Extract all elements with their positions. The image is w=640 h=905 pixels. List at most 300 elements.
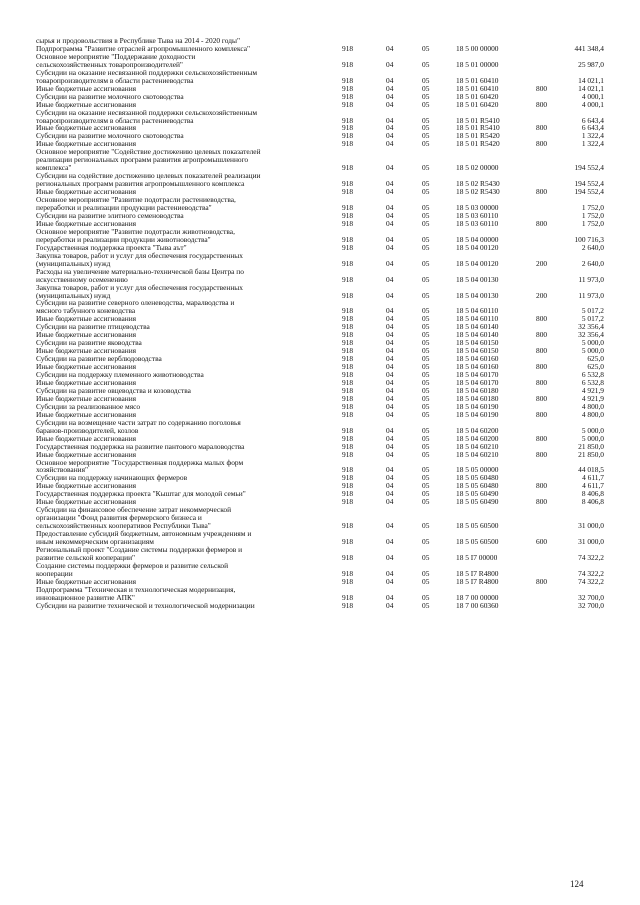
ministry-code: 918 (342, 393, 354, 403)
amount: 100 716,3 (574, 234, 604, 244)
table-row (36, 602, 604, 610)
subsection-code: 05 (422, 465, 430, 475)
amount: 21 850,0 (578, 449, 604, 459)
amount: 5 000,0 (581, 425, 604, 435)
target-article-code: 18 5 01 R5410 (456, 123, 500, 133)
target-article-code: 18 5 03 60110 (456, 218, 499, 228)
subsection-code: 05 (422, 401, 430, 411)
ministry-code: 918 (342, 521, 354, 531)
amount: 21 850,0 (578, 441, 604, 451)
table-row (36, 228, 604, 244)
target-article-code: 18 5 04 60200 (456, 425, 499, 435)
section-code: 04 (386, 370, 394, 380)
amount: 625,0 (587, 362, 604, 372)
amount: 1 752,0 (581, 203, 604, 213)
subsection-code: 05 (422, 258, 430, 268)
ministry-code: 918 (342, 346, 354, 356)
section-code: 04 (386, 59, 394, 69)
ministry-code: 918 (342, 234, 354, 244)
ministry-code: 918 (342, 354, 354, 364)
row-description: Иные бюджетные ассигнования (36, 330, 137, 340)
ministry-code: 918 (342, 115, 354, 125)
row-description: Основное мероприятие "Развитие подотрасли животноводства, переработки и реализации продукции животноводства" (36, 226, 235, 244)
target-article-code: 18 5 05 00000 (456, 465, 499, 475)
subsection-code: 05 (422, 203, 430, 213)
table-row (36, 252, 604, 268)
section-code: 04 (386, 306, 394, 316)
subsection-code: 05 (422, 377, 430, 387)
expense-type-code: 800 (536, 409, 548, 419)
row-description: Субсидии на развитие северного оленеводства, маралводства и мясного табунного коневодства (36, 298, 235, 316)
amount: 31 000,0 (578, 537, 604, 547)
target-article-code: 18 5 04 60200 (456, 433, 499, 443)
table-row (36, 546, 604, 562)
target-article-code: 18 5 02 R5430 (456, 187, 500, 197)
row-description: Иные бюджетные ассигнования (36, 576, 137, 586)
amount: 31 000,0 (578, 521, 604, 531)
target-article-code: 18 5 01 60420 (456, 91, 499, 101)
row-description: Иные бюджетные ассигнования (36, 481, 137, 491)
amount: 194 552,4 (574, 163, 604, 173)
subsection-code: 05 (422, 362, 430, 372)
subsection-code: 05 (422, 290, 430, 300)
subsection-code: 05 (422, 393, 430, 403)
target-article-code: 18 5 05 60500 (456, 537, 499, 547)
row-description: Иные бюджетные ассигнования (36, 99, 137, 109)
expense-type-code: 800 (536, 83, 548, 93)
amount: 8 406,8 (581, 489, 604, 499)
subsection-code: 05 (422, 163, 430, 173)
target-article-code: 18 5 01 R5420 (456, 139, 500, 149)
target-article-code: 18 5 I7 R4800 (456, 576, 499, 586)
subsection-code: 05 (422, 131, 430, 141)
target-article-code: 18 5 02 00000 (456, 163, 499, 173)
section-code: 04 (386, 99, 394, 109)
ministry-code: 918 (342, 592, 354, 602)
target-article-code: 18 5 04 60140 (456, 322, 499, 332)
subsection-code: 05 (422, 306, 430, 316)
amount: 5 017,2 (581, 314, 604, 324)
ministry-code: 918 (342, 370, 354, 380)
target-article-code: 18 5 04 60170 (456, 370, 499, 380)
target-article-code: 18 5 04 00130 (456, 274, 499, 284)
row-description: Иные бюджетные ассигнования (36, 187, 137, 197)
subsection-code: 05 (422, 576, 430, 586)
section-code: 04 (386, 338, 394, 348)
subsection-code: 05 (422, 346, 430, 356)
target-article-code: 18 7 00 60360 (456, 600, 499, 610)
target-article-code: 18 5 05 60500 (456, 521, 499, 531)
table-row (36, 419, 604, 435)
ministry-code: 918 (342, 203, 354, 213)
row-description: Иные бюджетные ассигнования (36, 346, 137, 356)
row-description: Государственная поддержка на развитие пантового мараловодства (36, 441, 245, 451)
row-description: Закупка товаров, работ и услуг для обеспечения государственных (муниципальных) нужд (36, 250, 243, 268)
subsection-code: 05 (422, 314, 430, 324)
row-description: Подпрограмма "Развитие отраслей агропромышленного комплекса" (36, 43, 251, 53)
amount: 6 643,4 (581, 115, 604, 125)
table-row (36, 148, 604, 172)
section-code: 04 (386, 393, 394, 403)
section-code: 04 (386, 409, 394, 419)
subsection-code: 05 (422, 592, 430, 602)
ministry-code: 918 (342, 131, 354, 141)
expense-type-code: 600 (536, 537, 548, 547)
ministry-code: 918 (342, 401, 354, 411)
subsection-code: 05 (422, 600, 430, 610)
expense-type-code: 200 (536, 290, 548, 300)
amount: 2 640,0 (581, 242, 604, 252)
subsection-code: 05 (422, 274, 430, 284)
amount: 32 700,0 (578, 600, 604, 610)
ministry-code: 918 (342, 362, 354, 372)
ministry-code: 918 (342, 552, 354, 562)
section-code: 04 (386, 274, 394, 284)
amount: 1 752,0 (581, 210, 604, 220)
row-description: Иные бюджетные ассигнования (36, 497, 137, 507)
amount: 11 973,0 (578, 290, 604, 300)
subsection-code: 05 (422, 234, 430, 244)
table-row (36, 562, 604, 578)
section-code: 04 (386, 568, 394, 578)
subsection-code: 05 (422, 210, 430, 220)
section-code: 04 (386, 433, 394, 443)
table-row (36, 53, 604, 69)
section-code: 04 (386, 481, 394, 491)
amount: 194 552,4 (574, 187, 604, 197)
target-article-code: 18 5 01 00000 (456, 59, 499, 69)
row-description: Субсидии на развитие яководства (36, 338, 142, 348)
row-description: Субсидии на возмещение части затрат по содержанию поголовья баранов-производителей, козлов (36, 417, 241, 435)
subsection-code: 05 (422, 425, 430, 435)
ministry-code: 918 (342, 568, 354, 578)
ministry-code: 918 (342, 314, 354, 324)
row-description: Предоставление субсидий бюджетным, автономным учреждениям и иным некоммерческим организациям (36, 529, 252, 547)
target-article-code: 18 5 01 R5420 (456, 131, 500, 141)
amount: 74 322,2 (578, 576, 604, 586)
target-article-code: 18 5 04 60190 (456, 401, 499, 411)
target-article-code: 18 5 I7 00000 (456, 552, 498, 562)
subsection-code: 05 (422, 370, 430, 380)
subsection-code: 05 (422, 83, 430, 93)
expense-type-code: 800 (536, 346, 548, 356)
section-code: 04 (386, 385, 394, 395)
table-row (36, 69, 604, 85)
ministry-code: 918 (342, 322, 354, 332)
section-code: 04 (386, 258, 394, 268)
subsection-code: 05 (422, 568, 430, 578)
amount: 4 921,9 (581, 393, 604, 403)
amount: 25 987,0 (578, 59, 604, 69)
expense-type-code: 800 (536, 314, 548, 324)
target-article-code: 18 5 I7 R4800 (456, 568, 499, 578)
subsection-code: 05 (422, 473, 430, 483)
subsection-code: 05 (422, 91, 430, 101)
amount: 6 532,8 (581, 370, 604, 380)
subsection-code: 05 (422, 338, 430, 348)
amount: 5 000,0 (581, 338, 604, 348)
ministry-code: 918 (342, 210, 354, 220)
target-article-code: 18 5 05 60480 (456, 473, 499, 483)
amount: 14 021,1 (578, 83, 604, 93)
page-number: 124 (570, 879, 584, 889)
amount: 14 021,1 (578, 75, 604, 85)
row-description: Подпрограмма "Техническая и технологическая модернизация, инновационное развитие АПК" (36, 584, 236, 602)
ministry-code: 918 (342, 75, 354, 85)
row-description: Иные бюджетные ассигнования (36, 377, 137, 387)
ministry-code: 918 (342, 330, 354, 340)
amount: 2 640,0 (581, 258, 604, 268)
section-code: 04 (386, 401, 394, 411)
subsection-code: 05 (422, 330, 430, 340)
section-code: 04 (386, 592, 394, 602)
section-code: 04 (386, 441, 394, 451)
target-article-code: 18 5 04 60180 (456, 393, 499, 403)
ministry-code: 918 (342, 59, 354, 69)
subsection-code: 05 (422, 552, 430, 562)
section-code: 04 (386, 218, 394, 228)
subsection-code: 05 (422, 481, 430, 491)
ministry-code: 918 (342, 179, 354, 189)
subsection-code: 05 (422, 75, 430, 85)
amount: 1 322,4 (581, 131, 604, 141)
amount: 1 322,4 (581, 139, 604, 149)
ministry-code: 918 (342, 99, 354, 109)
section-code: 04 (386, 322, 394, 332)
amount: 6 532,8 (581, 377, 604, 387)
row-description: Иные бюджетные ассигнования (36, 433, 137, 443)
subsection-code: 05 (422, 179, 430, 189)
target-article-code: 18 5 00 00000 (456, 43, 499, 53)
section-code: 04 (386, 290, 394, 300)
row-description: Иные бюджетные ассигнования (36, 409, 137, 419)
expense-type-code: 800 (536, 218, 548, 228)
target-article-code: 18 5 04 60110 (456, 306, 499, 316)
section-code: 04 (386, 179, 394, 189)
target-article-code: 18 5 01 60420 (456, 99, 499, 109)
target-article-code: 18 5 05 60490 (456, 489, 499, 499)
section-code: 04 (386, 489, 394, 499)
row-description: Субсидии на развитие верблюдоводства (36, 354, 162, 364)
ministry-code: 918 (342, 537, 354, 547)
table-row (36, 506, 604, 530)
subsection-code: 05 (422, 322, 430, 332)
amount: 11 973,0 (578, 274, 604, 284)
expense-type-code: 200 (536, 258, 548, 268)
amount: 74 322,2 (578, 568, 604, 578)
target-article-code: 18 5 04 60210 (456, 449, 499, 459)
amount: 44 018,5 (578, 465, 604, 475)
row-description: Субсидии на развитие птицеводства (36, 322, 150, 332)
row-description: Основное мероприятие "Поддержание доходности сельскохозяйственных товаропроизводителей" (36, 51, 196, 69)
ministry-code: 918 (342, 425, 354, 435)
row-description: Закупка товаров, работ и услуг для обеспечения государственных (муниципальных) нужд (36, 282, 243, 300)
subsection-code: 05 (422, 537, 430, 547)
target-article-code: 18 5 03 00000 (456, 203, 499, 213)
expense-type-code: 800 (536, 576, 548, 586)
target-article-code: 18 5 04 00000 (456, 234, 499, 244)
ministry-code: 918 (342, 306, 354, 316)
row-description: Государственная поддержка проекта "Тыва аът" (36, 242, 187, 252)
row-description: Субсидии на поддержку племенного животноводства (36, 370, 204, 380)
ministry-code: 918 (342, 441, 354, 451)
section-code: 04 (386, 91, 394, 101)
subsection-code: 05 (422, 123, 430, 133)
target-article-code: 18 5 01 60410 (456, 83, 499, 93)
expense-type-code: 800 (536, 377, 548, 387)
row-description: Субсидии на развитие технической и технологической модернизации (36, 600, 255, 610)
subsection-code: 05 (422, 409, 430, 419)
expense-type-code: 800 (536, 433, 548, 443)
section-code: 04 (386, 210, 394, 220)
expense-type-code: 800 (536, 481, 548, 491)
expense-type-code: 800 (536, 139, 548, 149)
target-article-code: 18 5 02 R5430 (456, 179, 500, 189)
amount: 4 800,0 (581, 409, 604, 419)
amount: 194 552,4 (574, 179, 604, 189)
ministry-code: 918 (342, 473, 354, 483)
row-description: Субсидии на оказание несвязанной поддержки сельскохозяйственным товаропроизводителям в области растениеводства (36, 107, 258, 125)
section-code: 04 (386, 314, 394, 324)
amount: 5 000,0 (581, 433, 604, 443)
amount: 32 356,4 (578, 322, 604, 332)
row-description: Создание системы поддержки фермеров и развитие сельской кооперации (36, 560, 229, 578)
section-code: 04 (386, 83, 394, 93)
row-description: Основное мероприятие "Содействие достижению целевых показателей реализации региональных программ развития агропромышленного комплекса" (36, 147, 261, 173)
row-description: Субсидии на поддержку начинающих фермеров (36, 473, 188, 483)
target-article-code: 18 5 05 60490 (456, 497, 499, 507)
amount: 4 611,7 (582, 473, 604, 483)
ministry-code: 918 (342, 290, 354, 300)
section-code: 04 (386, 465, 394, 475)
row-description: Субсидии на содействие достижению целевых показателей реализации региональных программ развития агропромышленного комплекса (36, 171, 261, 189)
target-article-code: 18 5 04 60110 (456, 314, 499, 324)
section-code: 04 (386, 139, 394, 149)
budget-table (36, 37, 604, 610)
amount: 32 700,0 (578, 592, 604, 602)
subsection-code: 05 (422, 433, 430, 443)
amount: 4 000,1 (581, 99, 604, 109)
expense-type-code: 800 (536, 449, 548, 459)
amount: 6 643,4 (581, 123, 604, 133)
row-description: Иные бюджетные ассигнования (36, 314, 137, 324)
expense-type-code: 800 (536, 123, 548, 133)
expense-type-code: 800 (536, 99, 548, 109)
table-row (36, 530, 604, 546)
ministry-code: 918 (342, 163, 354, 173)
target-article-code: 18 5 01 60410 (456, 75, 499, 85)
subsection-code: 05 (422, 218, 430, 228)
table-row (36, 284, 604, 300)
target-article-code: 18 5 03 60110 (456, 210, 499, 220)
section-code: 04 (386, 131, 394, 141)
subsection-code: 05 (422, 59, 430, 69)
subsection-code: 05 (422, 99, 430, 109)
section-code: 04 (386, 497, 394, 507)
row-description: Иные бюджетные ассигнования (36, 218, 137, 228)
table-row (36, 586, 604, 602)
subsection-code: 05 (422, 489, 430, 499)
ministry-code: 918 (342, 187, 354, 197)
row-description: Иные бюджетные ассигнования (36, 362, 137, 372)
row-description: Расходы на увеличение материально-технической базы Центра по искусственному осеменению (36, 266, 244, 284)
subsection-code: 05 (422, 385, 430, 395)
ministry-code: 918 (342, 449, 354, 459)
section-code: 04 (386, 552, 394, 562)
amount: 74 322,2 (578, 552, 604, 562)
target-article-code: 18 5 04 60160 (456, 362, 499, 372)
section-code: 04 (386, 600, 394, 610)
ministry-code: 918 (342, 123, 354, 133)
section-code: 04 (386, 362, 394, 372)
row-description: Основное мероприятие "Государственная поддержка малых форм хозяйствования" (36, 457, 244, 475)
section-code: 04 (386, 425, 394, 435)
section-code: 04 (386, 234, 394, 244)
ministry-code: 918 (342, 481, 354, 491)
amount: 8 406,8 (581, 497, 604, 507)
amount: 4 611,7 (582, 481, 604, 491)
section-code: 04 (386, 242, 394, 252)
ministry-code: 918 (342, 409, 354, 419)
ministry-code: 918 (342, 258, 354, 268)
ministry-code: 918 (342, 497, 354, 507)
ministry-code: 918 (342, 576, 354, 586)
section-code: 04 (386, 377, 394, 387)
subsection-code: 05 (422, 441, 430, 451)
row-description: Иные бюджетные ассигнования (36, 393, 137, 403)
row-description: Субсидии на развитие овцеводства и козоводства (36, 385, 191, 395)
subsection-code: 05 (422, 115, 430, 125)
subsection-code: 05 (422, 521, 430, 531)
ministry-code: 918 (342, 489, 354, 499)
amount: 32 356,4 (578, 330, 604, 340)
target-article-code: 18 7 00 00000 (456, 592, 499, 602)
row-description: Региональный проект "Создание системы поддержки фермеров и развитие сельской кооперации" (36, 545, 243, 562)
target-article-code: 18 5 04 60140 (456, 330, 499, 340)
table-row (36, 268, 604, 284)
section-code: 04 (386, 521, 394, 531)
ministry-code: 918 (342, 377, 354, 387)
table-row (36, 459, 604, 475)
table-row (36, 299, 604, 315)
subsection-code: 05 (422, 354, 430, 364)
row-description: Субсидии на оказание несвязанной поддержки сельскохозяйственным товаропроизводителям в области растениеводства (36, 67, 258, 85)
ministry-code: 918 (342, 274, 354, 284)
target-article-code: 18 5 04 00120 (456, 258, 499, 268)
amount: 5 000,0 (581, 346, 604, 356)
amount: 1 752,0 (581, 218, 604, 228)
row-description: Субсидии на развитие молочного скотоводства (36, 131, 184, 141)
ministry-code: 918 (342, 385, 354, 395)
table-row (36, 109, 604, 125)
expense-type-code: 800 (536, 362, 548, 372)
table-row (36, 172, 604, 188)
subsection-code: 05 (422, 449, 430, 459)
subsection-code: 05 (422, 242, 430, 252)
ministry-code: 918 (342, 83, 354, 93)
row-description: Государственная поддержка проекта "Кыштаг для молодой семьи" (36, 489, 246, 499)
section-code: 04 (386, 354, 394, 364)
section-code: 04 (386, 43, 394, 53)
amount: 4 000,1 (581, 91, 604, 101)
target-article-code: 18 5 04 60150 (456, 338, 499, 348)
section-code: 04 (386, 330, 394, 340)
row-description: Субсидии на развитие элитного семеноводства (36, 210, 184, 220)
section-code: 04 (386, 449, 394, 459)
ministry-code: 918 (342, 433, 354, 443)
target-article-code: 18 5 05 60480 (456, 481, 499, 491)
row-description: Иные бюджетные ассигнования (36, 449, 137, 459)
